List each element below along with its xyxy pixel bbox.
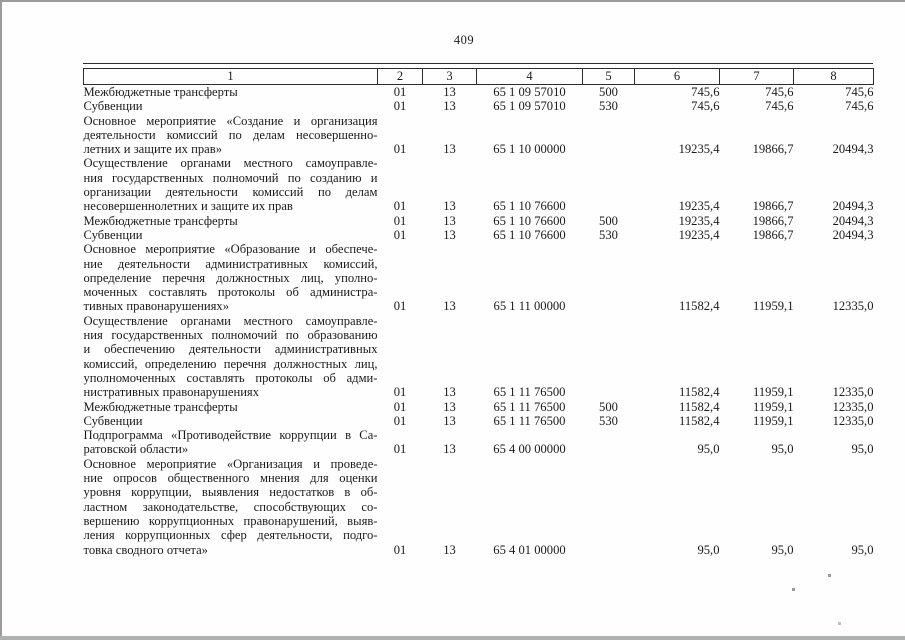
row-col8-cell: 745,6: [845, 99, 874, 114]
row-col8-cell: 745,6: [845, 85, 874, 99]
row-name-cell: [84, 85, 378, 100]
row-col2-cell: 01: [393, 142, 407, 157]
row-col8-cell: 20494,3: [832, 213, 874, 228]
row-name-line: несовершеннолетних и защите их прав: [83, 199, 293, 214]
row-col2-cell: 01: [393, 542, 407, 557]
row-col5-cell: 530: [599, 413, 618, 428]
row-col6-cell: 95,0: [697, 442, 720, 457]
row-name-cell: [84, 428, 378, 457]
table-row: [84, 457, 874, 557]
row-name-line: ния государственных полномочий по образованию: [83, 328, 378, 343]
table-row: [84, 428, 874, 457]
budget-table-wrap: [83, 63, 873, 557]
row-name-line: ления коррупционных сфер деятельности, подго-: [83, 528, 378, 543]
budget-table: [83, 68, 874, 557]
row-name-cell: [84, 228, 378, 242]
row-col8-cell: 12335,0: [832, 413, 874, 428]
row-name-line: нистративных правонарушениях: [83, 385, 260, 400]
row-name-line: Осуществление органами местного самоуправле-: [83, 313, 378, 328]
row-col4-cell: 65 1 09 57010: [493, 85, 566, 99]
row-col6-cell: 11582,4: [679, 385, 720, 400]
row-col6-cell: 745,6: [691, 99, 720, 114]
row-col7-cell: 95,0: [771, 542, 794, 557]
row-name-line: определение перечня должностных лиц, уполно-: [83, 270, 378, 285]
row-col6-cell: 19235,4: [678, 213, 720, 228]
row-name-line: Субвенции: [83, 99, 143, 114]
col-header-4: 4: [477, 69, 583, 85]
table-row: [84, 228, 874, 242]
row-col5-cell: 530: [599, 227, 618, 242]
row-col6-cell: 95,0: [697, 542, 720, 557]
row-col5-cell: [583, 242, 635, 313]
row-name-line: Субвенции: [83, 227, 143, 242]
row-col5-cell: [583, 156, 635, 213]
row-col5-cell: [583, 457, 635, 557]
row-col2-cell: 01: [393, 199, 407, 214]
row-col3-cell: 13: [443, 99, 456, 114]
row-col4-cell: 65 1 09 57010: [493, 99, 566, 114]
row-col4-cell: 65 1 11 00000: [493, 299, 566, 314]
row-col3-cell: 13: [443, 213, 456, 228]
scan-speck: [792, 588, 795, 591]
row-col2-cell: 01: [393, 413, 407, 428]
row-col7-cell: 11959,1: [753, 385, 794, 400]
table-row: [84, 400, 874, 414]
row-col8-cell: 20494,3: [832, 142, 874, 157]
row-col3-cell: 13: [443, 227, 456, 242]
row-col8-cell: 20494,3: [832, 199, 874, 214]
row-name-cell: [84, 414, 378, 428]
row-name-line: деятельности комиссий по делам несовершенно-: [83, 127, 378, 142]
row-name-line: организации деятельности комиссий по делам: [83, 185, 378, 200]
row-name-cell: [84, 156, 378, 213]
row-col3-cell: 13: [443, 399, 456, 414]
row-name-line: Осуществление органами местного самоуправле-: [83, 156, 378, 171]
row-col6-cell: 11582,4: [679, 299, 720, 314]
row-name-cell: [84, 400, 378, 414]
col-header-5: 5: [583, 69, 635, 85]
row-col8-cell: 12335,0: [832, 385, 874, 400]
row-col7-cell: 11959,1: [753, 413, 794, 428]
row-col8-cell: 95,0: [851, 442, 874, 457]
row-name-line: товка сводного отчета»: [83, 542, 208, 557]
row-col3-cell: 13: [443, 385, 456, 400]
row-name-line: тивных правонарушениях»: [83, 299, 230, 314]
row-col2-cell: 01: [393, 299, 407, 314]
row-col7-cell: 19866,7: [752, 227, 794, 242]
row-name-line: ние опросов общественного мнения для оценки: [83, 471, 378, 486]
row-col2-cell: 01: [393, 213, 407, 228]
row-col4-cell: 65 1 10 76600: [493, 199, 566, 214]
row-name-line: ластном законодательстве, способствующих со-: [83, 499, 378, 514]
row-col5-cell: [583, 114, 635, 157]
table-top-rule: [83, 63, 873, 64]
row-name-line: Субвенции: [83, 413, 143, 428]
table-header: [84, 69, 874, 85]
row-col6-cell: 11582,4: [679, 413, 720, 428]
col-header-2: 2: [378, 69, 423, 85]
row-col4-cell: 65 4 01 00000: [493, 542, 566, 557]
row-col3-cell: 13: [443, 85, 456, 99]
row-name-line: Основное мероприятие «Создание и организация: [83, 113, 378, 128]
row-col7-cell: 19866,7: [752, 142, 794, 157]
row-col8-cell: 12335,0: [832, 399, 874, 414]
table-row: [84, 242, 874, 313]
row-col7-cell: 745,6: [765, 99, 794, 114]
row-col7-cell: 745,6: [765, 85, 794, 99]
row-col6-cell: 745,6: [691, 85, 720, 99]
row-col3-cell: 13: [443, 442, 456, 457]
row-col7-cell: 19866,7: [752, 213, 794, 228]
row-col5-cell: 500: [599, 399, 618, 414]
row-col3-cell: 13: [443, 142, 456, 157]
scan-edge-bottom: [0, 636, 905, 640]
row-name-cell: [84, 114, 378, 157]
row-name-line: ратовской области»: [83, 442, 189, 457]
row-name-line: Межбюджетные трансферты: [83, 85, 238, 99]
scan-edge-left: [0, 0, 2, 640]
table-row: [84, 314, 874, 400]
row-name-cell: [84, 99, 378, 113]
scan-speck: [838, 622, 841, 625]
col-header-8: 8: [794, 69, 874, 85]
row-name-line: Межбюджетные трансферты: [83, 213, 238, 228]
table-header-row: [84, 69, 874, 85]
row-col3-cell: 13: [443, 299, 456, 314]
table-body: [84, 85, 874, 557]
row-name-line: уровня коррупции, выявления недостатков в об-: [83, 485, 378, 500]
row-col2-cell: 01: [393, 99, 407, 114]
table-row: [84, 414, 874, 428]
row-col5-cell: 500: [599, 213, 618, 228]
row-col7-cell: 19866,7: [752, 199, 794, 214]
row-col8-cell: 12335,0: [832, 299, 874, 314]
row-col3-cell: 13: [443, 413, 456, 428]
row-name-line: летних и защите их прав»: [83, 142, 222, 157]
row-col2-cell: 01: [393, 85, 407, 99]
row-col5-cell: [583, 314, 635, 400]
row-col7-cell: 11959,1: [753, 399, 794, 414]
col-header-6: 6: [635, 69, 720, 85]
row-col3-cell: 13: [443, 542, 456, 557]
row-col4-cell: 65 1 11 76500: [493, 399, 566, 414]
row-col6-cell: 19235,4: [678, 199, 720, 214]
row-col4-cell: 65 1 11 76500: [493, 413, 566, 428]
table-row: [84, 85, 874, 100]
row-col4-cell: 65 4 00 00000: [493, 442, 566, 457]
row-col8-cell: 95,0: [851, 542, 874, 557]
col-header-3: 3: [423, 69, 477, 85]
row-col3-cell: 13: [443, 199, 456, 214]
row-name-line: моченных составлять протоколы об администра-: [83, 285, 378, 300]
scan-edge-top: [0, 0, 905, 2]
row-name-line: вершению коррупционных правонарушений, выяв-: [83, 513, 378, 528]
row-col4-cell: 65 1 10 00000: [493, 142, 566, 157]
row-col5-cell: 500: [599, 85, 618, 99]
row-col7-cell: 95,0: [771, 442, 794, 457]
row-col4-cell: 65 1 10 76600: [493, 227, 566, 242]
table-row: [84, 156, 874, 213]
row-name-line: ния государственных полномочий по созданию и: [83, 170, 378, 185]
col-header-1: 1: [84, 69, 378, 85]
row-col7-cell: 11959,1: [753, 299, 794, 314]
row-name-line: Основное мероприятие «Образование и обеспече-: [83, 242, 378, 257]
row-col2-cell: 01: [393, 442, 407, 457]
row-name-line: Основное мероприятие «Организация и проведе-: [83, 456, 378, 471]
table-row: [84, 214, 874, 228]
row-col2-cell: 01: [393, 399, 407, 414]
row-col6-cell: 11582,4: [679, 399, 720, 414]
table-row: [84, 114, 874, 157]
row-col8-cell: 20494,3: [832, 227, 874, 242]
row-col5-cell: [583, 428, 635, 457]
row-col6-cell: 19235,4: [678, 142, 720, 157]
row-col5-cell: 530: [599, 99, 618, 114]
row-name-cell: [84, 457, 378, 557]
row-name-line: уполномоченных составлять протоколы об адми-: [83, 370, 378, 385]
row-name-cell: [84, 214, 378, 228]
row-col2-cell: 01: [393, 227, 407, 242]
row-name-line: ние деятельности административных комиссий,: [83, 256, 378, 271]
row-col6-cell: 19235,4: [678, 227, 720, 242]
row-col4-cell: 65 1 11 76500: [493, 385, 566, 400]
row-name-cell: [84, 314, 378, 400]
row-name-line: комиссий, определению перечня должностных лиц,: [83, 356, 378, 371]
row-col4-cell: 65 1 10 76600: [493, 213, 566, 228]
table-row: [84, 99, 874, 113]
scan-speck: [828, 574, 831, 577]
row-name-line: и обеспечению деятельности административных: [83, 342, 378, 357]
row-name-line: Подпрограмма «Противодействие коррупции в Са-: [83, 428, 378, 443]
row-name-cell: [84, 242, 378, 313]
col-header-7: 7: [720, 69, 794, 85]
page-number: 409: [453, 33, 475, 47]
row-col2-cell: 01: [393, 385, 407, 400]
row-name-line: Межбюджетные трансферты: [83, 399, 238, 414]
